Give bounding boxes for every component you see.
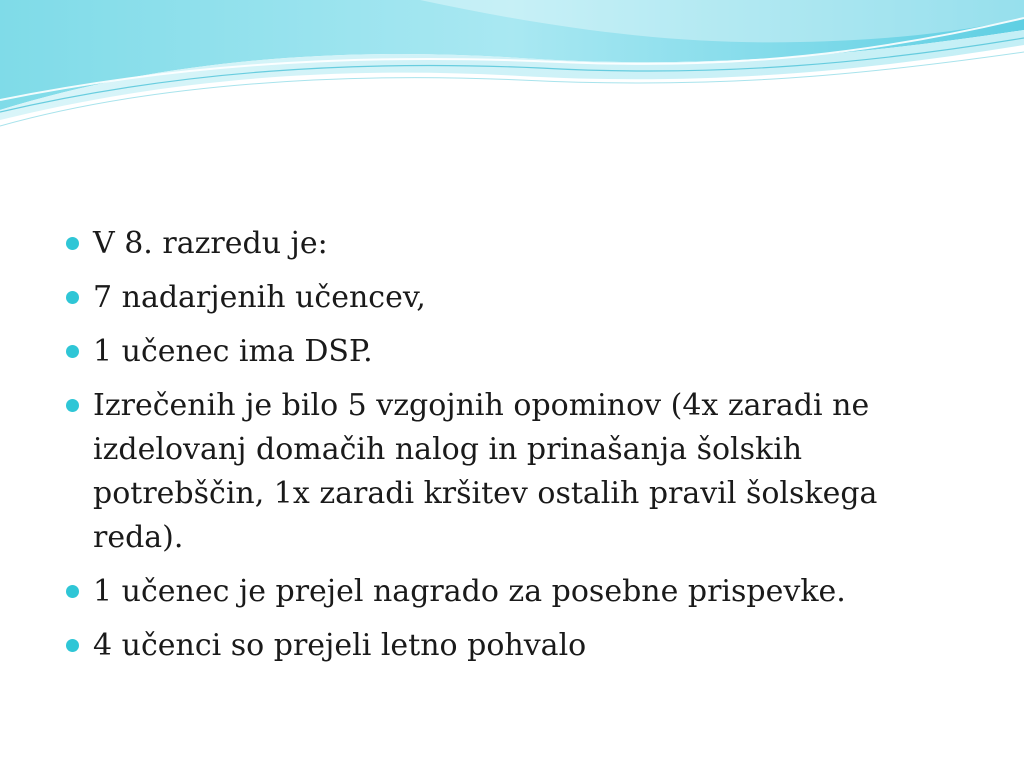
bullet-text: 7 nadarjenih učencev,	[93, 280, 426, 315]
bullet-text: 1 učenec ima DSP.	[93, 334, 373, 369]
bullet-item	[60, 276, 940, 320]
bullet-item	[60, 222, 940, 266]
bullet-dot-icon	[66, 585, 79, 598]
bullet-dot-icon	[66, 291, 79, 304]
bullet-dot-icon	[66, 639, 79, 652]
bullet-text: 1 učenec je prejel nagrado za posebne prispevke.	[93, 574, 846, 609]
bullet-text: 4 učenci so prejeli letno pohvalo	[93, 628, 587, 663]
bullet-dot-icon	[66, 399, 79, 412]
bullet-list	[60, 222, 940, 678]
bullet-text: V 8. razredu je:	[93, 226, 328, 261]
bullet-item	[60, 624, 940, 668]
bullet-dot-icon	[66, 237, 79, 250]
bullet-dot-icon	[66, 345, 79, 358]
bullet-text: Izrečenih je bilo 5 vzgojnih opominov (4x zaradi ne izdelovanj domačih nalog in prinašanja šolskih potrebščin, 1x zaradi kršitev ostalih pravil šolskega reda).	[93, 388, 878, 555]
bullet-item	[60, 330, 940, 374]
bullet-item	[60, 570, 940, 614]
decorative-wave-header	[0, 0, 1024, 140]
bullet-item	[60, 384, 940, 560]
